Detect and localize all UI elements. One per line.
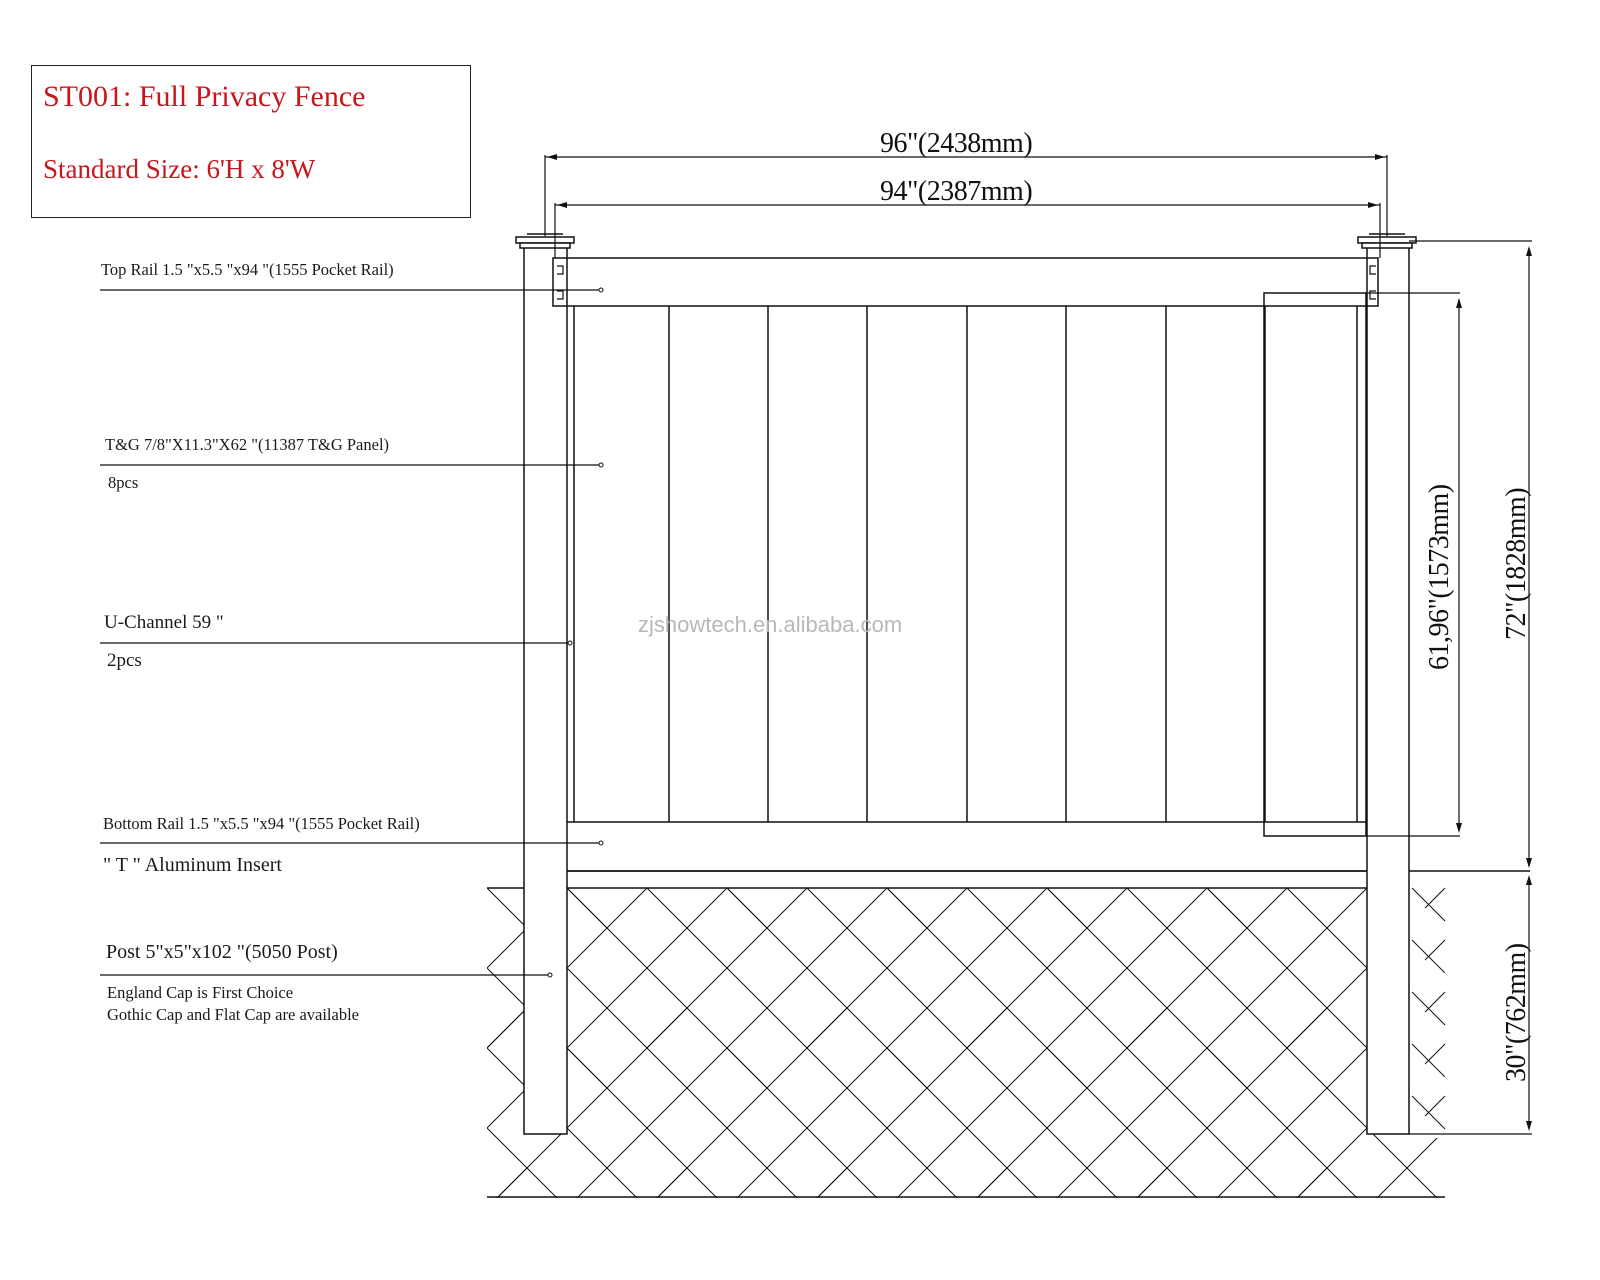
top-rail — [553, 258, 1378, 306]
right-post-cap — [1358, 234, 1416, 248]
cap-note-1: England Cap is First Choice — [107, 983, 294, 1002]
burial-depth-dimension: 30"(762mm) — [1501, 943, 1532, 1082]
standard-size: Standard Size: 6'H x 8'W — [43, 154, 316, 184]
soil-area — [487, 888, 1445, 1198]
aluminum-insert-label: " T " Aluminum Insert — [103, 854, 282, 876]
panel-height-dimension: 61,96"(1573mm) — [1424, 484, 1455, 670]
cap-note-2: Gothic Cap and Flat Cap are available — [107, 1005, 359, 1024]
panel-height-box — [1264, 293, 1366, 836]
left-post-cap — [516, 234, 574, 248]
top-rail-label: Top Rail 1.5 "x5.5 "x94 "(1555 Pocket Rail) — [101, 260, 394, 279]
post-label: Post 5"x5"x102 "(5050 Post) — [106, 941, 338, 963]
right-post — [1367, 247, 1409, 1134]
u-channel-qty-label: 2pcs — [107, 650, 142, 671]
bottom-rail-label: Bottom Rail 1.5 "x5.5 "x94 "(1555 Pocket Rail) — [103, 814, 420, 833]
drawing-title: ST001: Full Privacy Fence — [43, 80, 366, 113]
overall-width-dimension: 96"(2438mm) — [880, 128, 1033, 159]
fence-height-dimension: 72"(1828mm) — [1501, 487, 1532, 640]
panel-qty-label: 8pcs — [108, 473, 139, 492]
panel-label: T&G 7/8"X11.3"X62 "(11387 T&G Panel) — [105, 435, 390, 454]
watermark: zjshowtech.en.alibaba.com — [638, 612, 903, 637]
left-post — [524, 247, 567, 1134]
rail-width-dimension: 94"(2387mm) — [880, 176, 1033, 207]
u-channel-label: U-Channel 59 " — [104, 612, 224, 633]
